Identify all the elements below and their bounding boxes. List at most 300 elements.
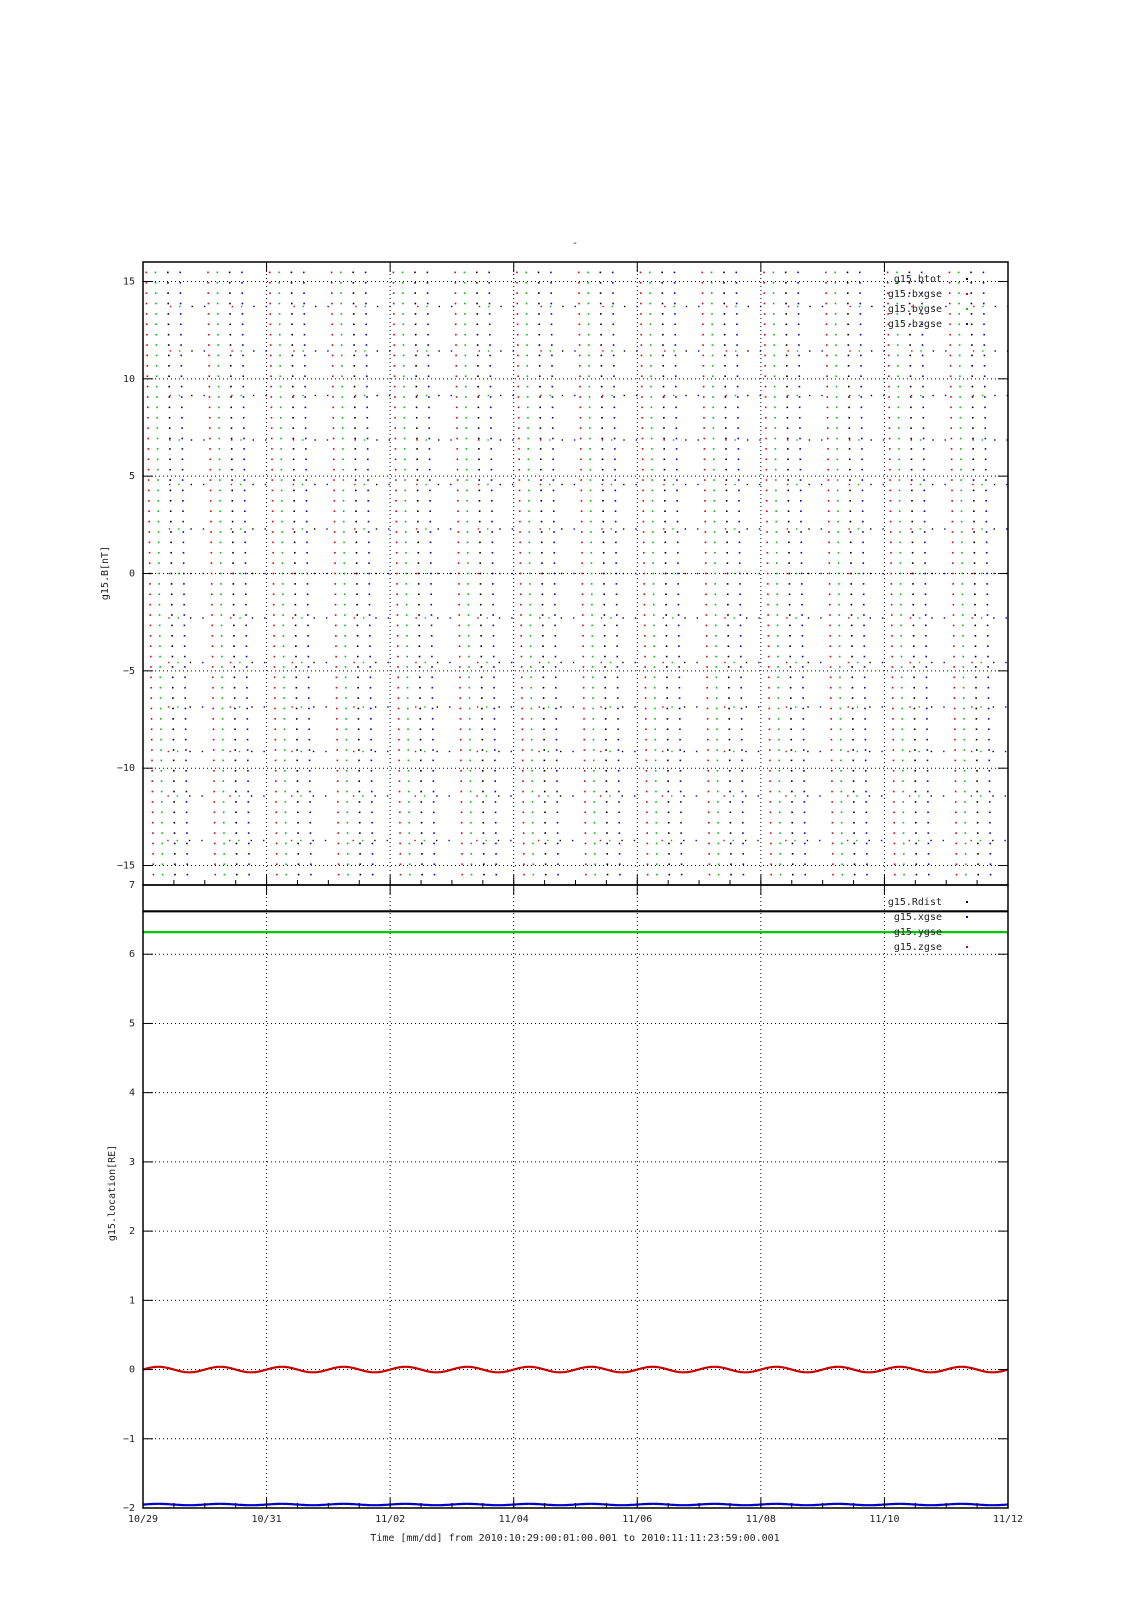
data-point (871, 350, 872, 351)
data-point (265, 350, 266, 351)
data-point (168, 344, 170, 346)
data-point (617, 687, 619, 689)
data-point (213, 718, 215, 720)
data-point (491, 510, 493, 512)
data-point (395, 458, 397, 460)
data-point (421, 832, 423, 834)
data-point (459, 635, 461, 637)
data-point (221, 614, 223, 616)
data-point (489, 344, 491, 346)
data-point (243, 448, 245, 450)
data-point (964, 791, 966, 793)
data-point (243, 417, 245, 419)
data-point (614, 407, 616, 409)
data-point (518, 438, 520, 440)
data-point (863, 593, 865, 595)
data-point (555, 687, 557, 689)
x-axis-tick-labels (128, 1514, 1023, 1525)
data-point (458, 562, 460, 564)
data-point (394, 386, 396, 388)
data-point (714, 542, 716, 544)
data-point (532, 832, 534, 834)
data-point (173, 780, 175, 782)
data-point (579, 344, 581, 346)
data-point (151, 760, 153, 762)
data-point (779, 780, 781, 782)
data-point (335, 593, 337, 595)
data-point (554, 604, 556, 606)
data-point (582, 625, 584, 627)
data-point (994, 484, 995, 485)
bottom-legend-label: g15.ygse (893, 927, 942, 938)
data-point (728, 697, 730, 699)
data-point (235, 749, 237, 751)
data-point (494, 760, 496, 762)
data-point (222, 697, 224, 699)
data-point (397, 666, 399, 668)
data-point (716, 749, 718, 751)
bottom-legend-swatch (966, 931, 968, 933)
data-point (851, 593, 853, 595)
data-point (341, 355, 343, 357)
data-point (593, 770, 595, 772)
data-point (994, 528, 995, 529)
data-point (280, 438, 282, 440)
data-point (387, 795, 388, 796)
data-point (832, 822, 834, 824)
data-point (677, 552, 679, 554)
data-point (737, 407, 739, 409)
data-point (738, 479, 740, 481)
data-point (613, 355, 615, 357)
data-point (718, 863, 720, 865)
data-point (272, 562, 274, 564)
data-point (777, 645, 779, 647)
data-point (219, 510, 221, 512)
data-point (529, 573, 531, 575)
data-point (480, 625, 482, 627)
data-point (708, 791, 710, 793)
data-point (865, 812, 867, 814)
data-point (923, 458, 925, 460)
data-point (213, 739, 215, 741)
data-point (300, 840, 301, 841)
data-point (893, 749, 895, 751)
data-point (897, 386, 899, 388)
data-point (231, 417, 233, 419)
data-point (829, 573, 831, 575)
data-point (892, 697, 894, 699)
data-point (988, 697, 990, 699)
data-point (675, 407, 677, 409)
data-point (530, 687, 532, 689)
data-point (698, 395, 699, 396)
data-point (860, 324, 862, 326)
data-point (802, 697, 804, 699)
data-point (785, 795, 786, 796)
data-point (305, 407, 307, 409)
data-point (542, 656, 544, 658)
data-point (788, 552, 790, 554)
data-point (973, 490, 975, 492)
data-point (160, 749, 162, 751)
data-point (775, 500, 777, 502)
data-point (191, 439, 192, 440)
data-point (396, 542, 398, 544)
x-tick-label: 10/31 (251, 1514, 282, 1525)
data-point (150, 677, 152, 679)
data-point (850, 521, 852, 523)
data-point (778, 697, 780, 699)
data-point (219, 458, 221, 460)
data-point (893, 780, 895, 782)
data-point (419, 677, 421, 679)
data-point (767, 552, 769, 554)
data-point (776, 593, 778, 595)
data-point (523, 822, 525, 824)
data-point (593, 760, 595, 762)
data-point (592, 708, 594, 710)
data-point (291, 840, 292, 841)
bottom-legend-swatch (966, 946, 968, 948)
data-point (711, 272, 713, 274)
data-point (354, 396, 356, 398)
data-point (977, 853, 979, 855)
data-point (556, 739, 558, 741)
data-point (652, 531, 654, 533)
data-point (587, 292, 589, 294)
data-point (716, 697, 718, 699)
data-point (715, 593, 717, 595)
data-point (272, 531, 274, 533)
data-point (430, 573, 432, 575)
data-point (427, 334, 429, 336)
data-point (408, 832, 410, 834)
data-point (961, 542, 963, 544)
data-point (972, 396, 974, 398)
data-point (236, 863, 238, 865)
data-point (456, 407, 458, 409)
data-point (799, 427, 801, 429)
data-point (270, 396, 272, 398)
data-point (398, 708, 400, 710)
data-point (1005, 706, 1006, 707)
data-point (582, 614, 584, 616)
data-point (668, 863, 670, 865)
data-point (449, 617, 450, 618)
data-point (773, 334, 775, 336)
data-point (663, 396, 665, 398)
data-point (611, 395, 612, 396)
data-point (519, 510, 521, 512)
data-point (333, 490, 335, 492)
data-point (705, 531, 707, 533)
data-point (717, 780, 719, 782)
data-point (922, 365, 924, 367)
data-point (798, 334, 800, 336)
data-point (654, 697, 656, 699)
data-point (764, 292, 766, 294)
data-point (346, 780, 348, 782)
data-point (365, 303, 367, 305)
data-point (741, 708, 743, 710)
data-point (789, 583, 791, 585)
data-point (896, 272, 898, 274)
data-point (359, 863, 361, 865)
data-point (296, 749, 298, 751)
data-point (354, 484, 355, 485)
data-point (899, 542, 901, 544)
data-point (395, 479, 397, 481)
data-point (663, 417, 665, 419)
data-point (899, 500, 901, 502)
data-point (301, 751, 302, 752)
figure-top-title: - (571, 238, 579, 249)
data-point (488, 350, 489, 351)
data-point (427, 282, 429, 284)
data-point (393, 313, 395, 315)
data-point (480, 573, 482, 575)
data-point (988, 749, 990, 751)
data-point (651, 417, 653, 419)
data-point (285, 832, 287, 834)
data-point (989, 822, 991, 824)
data-point (149, 531, 151, 533)
data-point (305, 448, 307, 450)
data-point (244, 469, 246, 471)
data-point (892, 666, 894, 668)
data-point (837, 500, 839, 502)
data-point (676, 427, 678, 429)
data-point (839, 635, 841, 637)
data-point (908, 272, 910, 274)
data-point (965, 874, 967, 876)
data-point (662, 313, 664, 315)
data-point (406, 604, 408, 606)
data-point (645, 749, 647, 751)
data-point (962, 593, 964, 595)
data-point (407, 687, 409, 689)
data-point (418, 593, 420, 595)
data-point (376, 439, 377, 440)
data-point (491, 521, 493, 523)
data-point (223, 843, 225, 845)
data-point (841, 801, 843, 803)
data-point (152, 822, 154, 824)
data-point (370, 718, 372, 720)
data-point (650, 396, 652, 398)
data-point (183, 593, 185, 595)
data-point (646, 822, 648, 824)
data-point (161, 843, 163, 845)
data-point (730, 843, 732, 845)
data-point (862, 531, 864, 533)
data-point (171, 635, 173, 637)
data-point (662, 795, 663, 796)
data-point (774, 355, 776, 357)
data-point (456, 396, 458, 398)
data-point (894, 863, 896, 865)
data-point (355, 521, 357, 523)
data-point (449, 751, 450, 752)
data-point (494, 749, 496, 751)
data-point (284, 780, 286, 782)
data-point (677, 531, 679, 533)
data-point (217, 303, 219, 305)
data-point (343, 552, 345, 554)
data-point (431, 677, 433, 679)
data-point (618, 801, 620, 803)
data-point (478, 448, 480, 450)
data-point (490, 427, 492, 429)
data-point (292, 427, 294, 429)
data-point (883, 350, 884, 351)
data-point (746, 528, 747, 529)
data-point (230, 386, 232, 388)
data-point (420, 728, 422, 730)
data-point (734, 617, 735, 618)
data-point (989, 801, 991, 803)
data-point (654, 718, 656, 720)
data-point (853, 843, 855, 845)
data-point (914, 749, 916, 751)
data-point (396, 552, 398, 554)
data-point (415, 355, 417, 357)
data-point (464, 334, 466, 336)
data-point (972, 448, 974, 450)
data-point (213, 770, 215, 772)
data-point (735, 395, 736, 396)
data-point (309, 760, 311, 762)
data-point (785, 313, 787, 315)
data-point (461, 791, 463, 793)
data-point (888, 375, 890, 377)
data-point (609, 840, 610, 841)
data-point (827, 407, 829, 409)
data-point (919, 528, 920, 529)
data-point (355, 479, 357, 481)
data-point (592, 656, 594, 658)
data-point (791, 780, 793, 782)
data-point (168, 386, 170, 388)
data-point (356, 573, 358, 575)
data-point (769, 780, 771, 782)
data-point (791, 791, 793, 793)
data-point (665, 604, 667, 606)
data-point (985, 479, 987, 481)
data-point (248, 843, 250, 845)
data-point (220, 552, 222, 554)
data-point (298, 874, 300, 876)
data-point (343, 562, 345, 564)
data-point (888, 334, 890, 336)
data-point (704, 448, 706, 450)
data-point (389, 350, 390, 351)
data-point (790, 687, 792, 689)
data-point (932, 573, 933, 574)
data-point (221, 687, 223, 689)
data-point (891, 656, 893, 658)
data-point (157, 427, 159, 429)
data-point (471, 874, 473, 876)
data-point (646, 760, 648, 762)
data-point (960, 427, 962, 429)
data-point (807, 751, 808, 752)
data-point (420, 760, 422, 762)
data-point (420, 739, 422, 741)
data-point (737, 375, 739, 377)
data-point (903, 812, 905, 814)
data-point (342, 469, 344, 471)
data-point (826, 375, 828, 377)
data-point (220, 573, 222, 575)
data-point (619, 843, 621, 845)
data-point (353, 334, 355, 336)
data-point (915, 843, 917, 845)
data-point (600, 292, 602, 294)
data-point (854, 853, 856, 855)
data-point (778, 749, 780, 751)
data-point (271, 417, 273, 419)
data-point (891, 635, 893, 637)
data-point (428, 386, 430, 388)
data-point (157, 469, 159, 471)
data-point (770, 812, 772, 814)
data-point (786, 751, 787, 752)
data-point (665, 562, 667, 564)
data-point (544, 822, 546, 824)
data-point (819, 840, 820, 841)
data-point (798, 324, 800, 326)
data-point (776, 531, 778, 533)
data-point (828, 531, 830, 533)
data-point (583, 677, 585, 679)
data-point (516, 272, 518, 274)
data-point (582, 593, 584, 595)
data-point (460, 780, 462, 782)
data-point (362, 795, 363, 796)
data-point (853, 791, 855, 793)
data-point (613, 334, 615, 336)
data-point (146, 282, 148, 284)
data-point (309, 812, 311, 814)
data-point (295, 614, 297, 616)
data-point (804, 853, 806, 855)
data-point (585, 853, 587, 855)
data-point (798, 365, 800, 367)
data-point (679, 687, 681, 689)
data-point (157, 500, 159, 502)
data-point (432, 697, 434, 699)
data-point (218, 386, 220, 388)
data-point (399, 801, 401, 803)
data-point (890, 542, 892, 544)
data-point (925, 635, 927, 637)
data-point (740, 687, 742, 689)
data-point (779, 853, 781, 855)
data-point (543, 749, 545, 751)
data-point (552, 438, 554, 440)
data-point (234, 708, 236, 710)
data-point (557, 863, 559, 865)
data-point (371, 822, 373, 824)
data-point (706, 645, 708, 647)
data-point (684, 706, 685, 707)
data-point (758, 662, 759, 663)
data-point (495, 843, 497, 845)
data-point (672, 528, 673, 529)
data-point (241, 272, 243, 274)
